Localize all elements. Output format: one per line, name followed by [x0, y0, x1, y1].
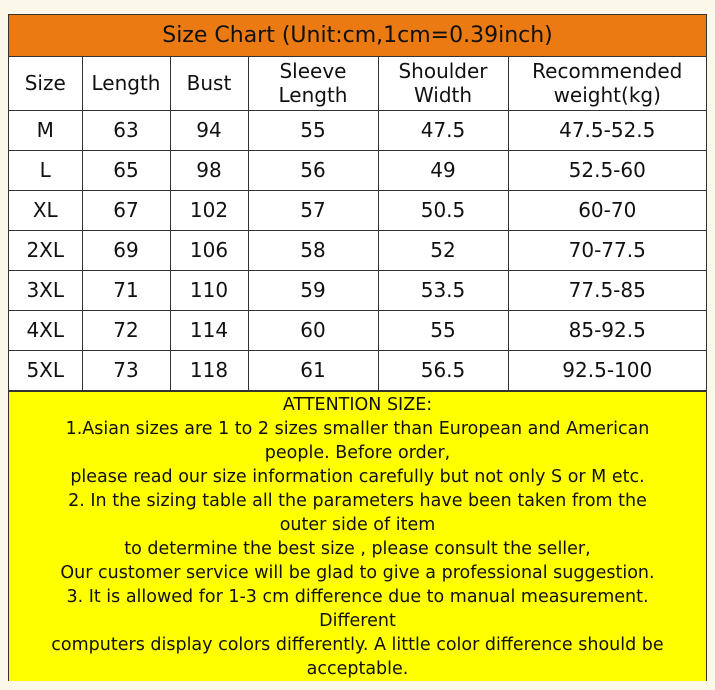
cell-length: 72: [82, 310, 170, 350]
cell-bust: 114: [170, 310, 248, 350]
cell-sleeve-length: 59: [248, 270, 378, 310]
cell-length: 63: [82, 110, 170, 150]
cell-sleeve-length: 58: [248, 230, 378, 270]
header-sleeve-length: Sleeve Length: [248, 57, 378, 110]
notice-line: 3. It is allowed for 1-3 cm difference due to manual measurement.: [66, 586, 649, 607]
cell-size: 2XL: [9, 230, 82, 270]
cell-bust: 102: [170, 190, 248, 230]
header-shoulder-width: Shoulder Width: [378, 57, 508, 110]
cell-size: 4XL: [9, 310, 82, 350]
chart-title: Size Chart (Unit:cm,1cm=0.39inch): [9, 15, 706, 57]
cell-recommended-weight: 77.5-85: [508, 270, 706, 310]
header-bust: Bust: [170, 57, 248, 110]
header-size: Size: [9, 57, 82, 110]
cell-length: 73: [82, 350, 170, 390]
cell-sleeve-length: 57: [248, 190, 378, 230]
header-length: Length: [82, 57, 170, 110]
cell-sleeve-length: 61: [248, 350, 378, 390]
notice-line: 1.Asian sizes are 1 to 2 sizes smaller than European and American: [65, 418, 650, 439]
cell-shoulder-width: 55: [378, 310, 508, 350]
cell-recommended-weight: 60-70: [508, 190, 706, 230]
cell-recommended-weight: 92.5-100: [508, 350, 706, 390]
cell-sleeve-length: 60: [248, 310, 378, 350]
table-row: [9, 230, 706, 270]
cell-length: 65: [82, 150, 170, 190]
cell-bust: 98: [170, 150, 248, 190]
notice-heading: ATTENTION SIZE:: [282, 394, 433, 415]
cell-length: 67: [82, 190, 170, 230]
cell-recommended-weight: 47.5-52.5: [508, 110, 706, 150]
notice-line: please read our size information carefully but not only S or M etc.: [70, 466, 645, 487]
cell-size: L: [9, 150, 82, 190]
table-header-row: [9, 57, 706, 110]
notice-line: Different: [319, 610, 396, 631]
cell-size: XL: [9, 190, 82, 230]
cell-shoulder-width: 56.5: [378, 350, 508, 390]
table-row: [9, 190, 706, 230]
notice-line: acceptable.: [306, 658, 409, 679]
cell-shoulder-width: 53.5: [378, 270, 508, 310]
cell-shoulder-width: 47.5: [378, 110, 508, 150]
cell-bust: 110: [170, 270, 248, 310]
cell-shoulder-width: 50.5: [378, 190, 508, 230]
table-row: [9, 150, 706, 190]
header-recommended-weight: Recommended weight(kg): [508, 57, 706, 110]
cell-recommended-weight: 52.5-60: [508, 150, 706, 190]
table-row: [9, 270, 706, 310]
cell-shoulder-width: 52: [378, 230, 508, 270]
cell-size: 5XL: [9, 350, 82, 390]
cell-shoulder-width: 49: [378, 150, 508, 190]
table-row: [9, 350, 706, 390]
cell-bust: 106: [170, 230, 248, 270]
notice-line: computers display colors differently. A little color difference should be: [51, 634, 664, 655]
cell-length: 71: [82, 270, 170, 310]
cell-sleeve-length: 55: [248, 110, 378, 150]
notice-line: people. Before order,: [264, 442, 451, 463]
cell-sleeve-length: 56: [248, 150, 378, 190]
cell-length: 69: [82, 230, 170, 270]
cell-size: 3XL: [9, 270, 82, 310]
notice-line: Our customer service will be glad to give a professional suggestion.: [60, 562, 655, 583]
size-table: [9, 57, 706, 391]
cell-bust: 94: [170, 110, 248, 150]
table-row: [9, 110, 706, 150]
cell-size: M: [9, 110, 82, 150]
notice-line: to determine the best size , please consult the seller,: [124, 538, 591, 559]
cell-bust: 118: [170, 350, 248, 390]
table-row: [9, 310, 706, 350]
cell-recommended-weight: 85-92.5: [508, 310, 706, 350]
cell-recommended-weight: 70-77.5: [508, 230, 706, 270]
notice-line: outer side of item: [279, 514, 436, 535]
size-chart: [8, 14, 707, 681]
attention-notice: [9, 391, 706, 681]
notice-line: 2. In the sizing table all the parameters have been taken from the: [68, 490, 647, 511]
